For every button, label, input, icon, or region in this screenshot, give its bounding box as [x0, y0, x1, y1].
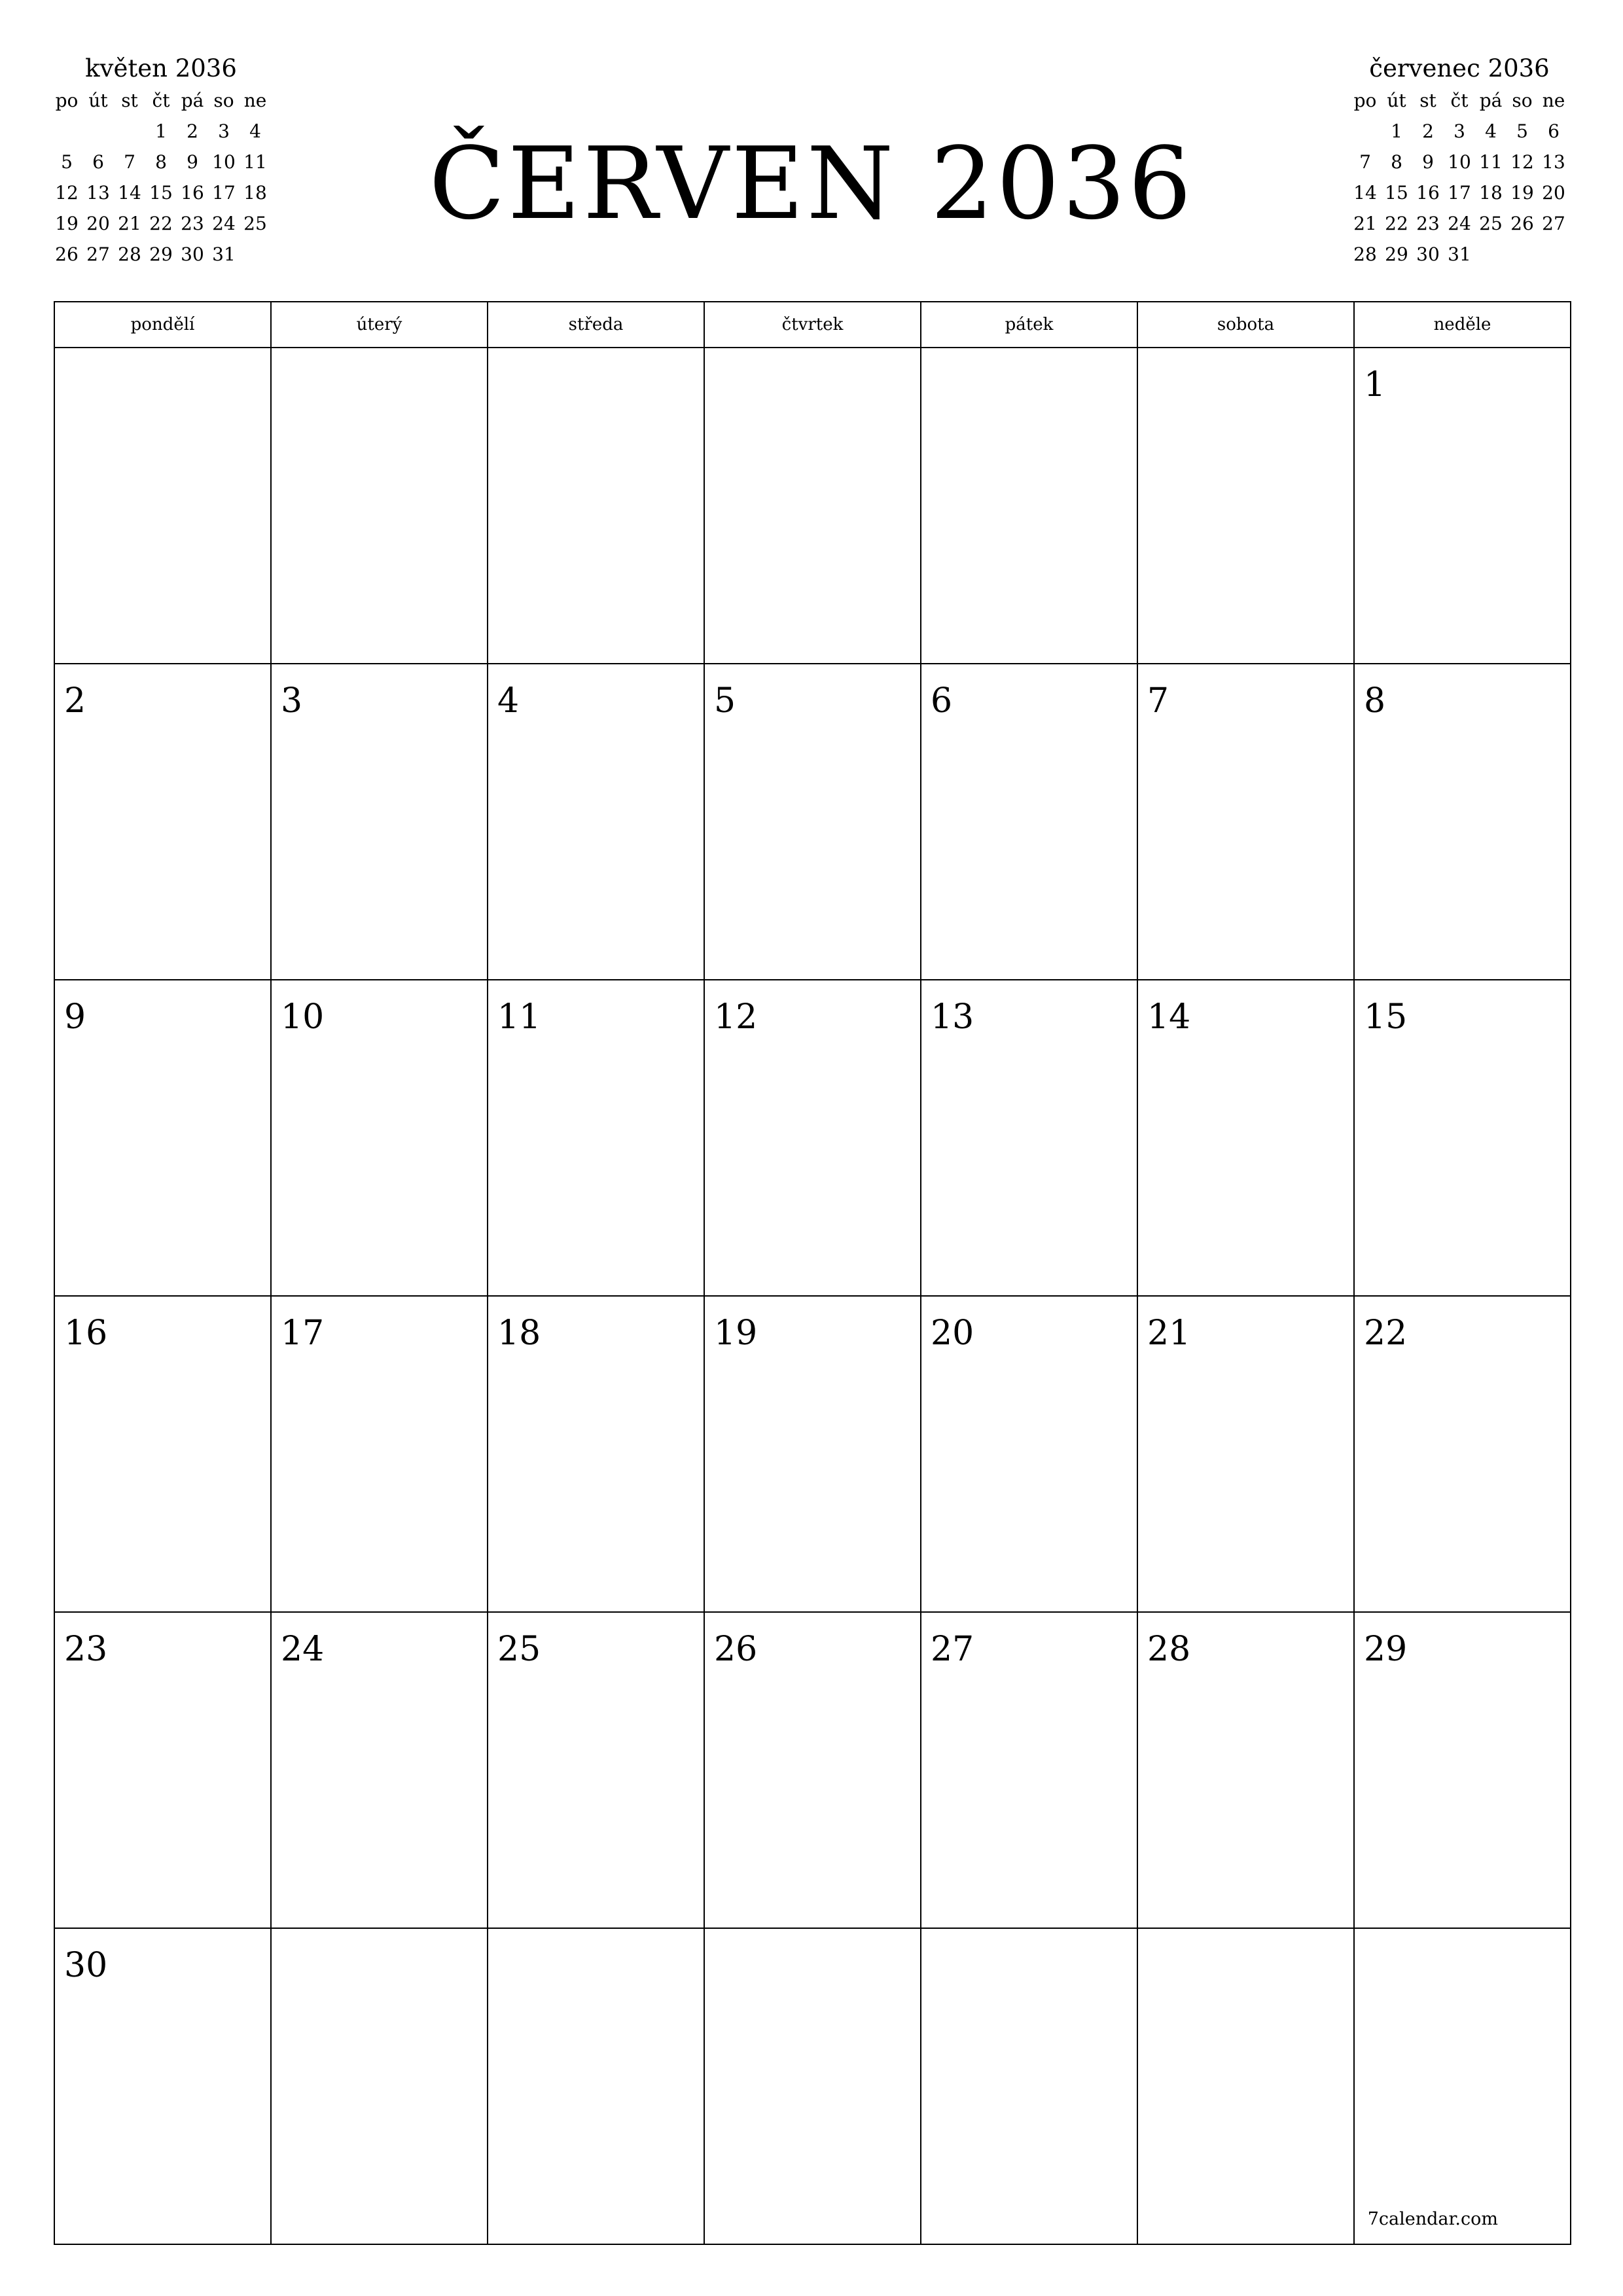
- mini-day-cell: [1538, 239, 1569, 270]
- day-number: [1355, 1929, 1570, 1948]
- mini-day-cell: 3: [1454, 120, 1465, 142]
- weekday-header: pondělí: [54, 302, 271, 348]
- day-number: 4: [497, 681, 520, 721]
- day-number: 8: [1364, 681, 1386, 721]
- day-cell: [1354, 348, 1571, 664]
- mini-day-cell: 4: [1485, 120, 1497, 142]
- mini-day-cell: 31: [212, 243, 236, 265]
- mini-day-cell: 18: [1479, 182, 1503, 204]
- page-title: ČERVEN 2036: [429, 126, 1194, 242]
- day-number: 1: [1364, 365, 1386, 404]
- weekday-header: středa: [488, 302, 704, 348]
- day-number: 13: [931, 997, 974, 1037]
- day-number: 28: [1147, 1630, 1191, 1669]
- day-number: 7: [1147, 681, 1169, 721]
- site-footer-text: 7calendar.com: [1367, 2209, 1498, 2229]
- day-cell: [54, 664, 271, 980]
- mini-day-cell: [1475, 239, 1507, 270]
- mini-weekday-label: čt: [152, 90, 170, 111]
- day-cell: [921, 664, 1137, 980]
- day-number: [488, 1929, 704, 1948]
- day-cell: [1137, 1296, 1354, 1612]
- day-number: [55, 348, 270, 368]
- day-cell: [1137, 348, 1354, 664]
- mini-day-cell: 5: [61, 151, 73, 173]
- mini-day-cell: 12: [55, 182, 79, 204]
- mini-day-cell: 10: [212, 151, 236, 173]
- week-row: [54, 1296, 1571, 1612]
- mini-day-cell: 29: [149, 243, 173, 265]
- mini-day-cell: 31: [1448, 243, 1471, 265]
- mini-calendar-title: červenec 2036: [1369, 54, 1550, 82]
- mini-day-cell: 16: [1416, 182, 1440, 204]
- day-number: 23: [64, 1630, 108, 1669]
- mini-day-cell: 15: [1385, 182, 1408, 204]
- day-cell: [271, 1612, 488, 1928]
- mini-day-cell: 7: [1359, 151, 1371, 173]
- mini-weekday-label: so: [213, 90, 234, 111]
- day-number: 10: [281, 997, 325, 1037]
- day-number: [921, 1929, 1137, 1948]
- day-number: 9: [64, 997, 86, 1037]
- calendar-weeks: [54, 348, 1571, 2244]
- day-cell: [921, 1612, 1137, 1928]
- mini-weekday-label: st: [121, 90, 138, 111]
- day-cell: [1137, 1928, 1354, 2244]
- day-number: 2: [64, 681, 86, 721]
- day-cell: [54, 348, 271, 664]
- mini-day-cell: 5: [1516, 120, 1528, 142]
- day-cell: [1354, 1612, 1571, 1928]
- mini-day-cell: 14: [118, 182, 141, 204]
- mini-day-cell: 22: [1385, 213, 1408, 234]
- mini-day-cell: 2: [187, 120, 198, 142]
- mini-day-cell: 27: [86, 243, 110, 265]
- day-cell: [54, 1612, 271, 1928]
- mini-day-cell: 9: [187, 151, 198, 173]
- day-cell: [54, 1296, 271, 1612]
- mini-day-cell: 1: [155, 120, 167, 142]
- day-cell: [1137, 1612, 1354, 1928]
- mini-day-cell: 30: [181, 243, 204, 265]
- day-number: 22: [1364, 1314, 1408, 1353]
- mini-weekday-label: pá: [1479, 90, 1503, 111]
- day-number: 25: [497, 1630, 541, 1669]
- mini-weekday-label: po: [55, 90, 79, 111]
- day-number: 19: [714, 1314, 758, 1353]
- weekday-header-row: [54, 302, 1571, 348]
- mini-weekday-label: pá: [181, 90, 204, 111]
- day-cell: [54, 1928, 271, 2244]
- mini-weekday-label: út: [1387, 90, 1406, 111]
- day-number: 20: [931, 1314, 974, 1353]
- day-number: 12: [714, 997, 758, 1037]
- day-cell: [704, 1928, 921, 2244]
- mini-day-cell: 25: [1479, 213, 1503, 234]
- mini-day-cell: 28: [118, 243, 141, 265]
- mini-day-cell: 6: [1548, 120, 1560, 142]
- day-cell: [1137, 664, 1354, 980]
- mini-day-cell: 22: [149, 213, 173, 234]
- mini-weekday-label: ne: [243, 90, 267, 111]
- mini-day-cell: 26: [55, 243, 79, 265]
- mini-day-cell: [1507, 239, 1538, 270]
- weekday-header: čtvrtek: [704, 302, 921, 348]
- mini-day-cell: 18: [243, 182, 267, 204]
- day-number: 16: [64, 1314, 108, 1353]
- day-number: 29: [1364, 1630, 1408, 1669]
- mini-day-cell: 30: [1416, 243, 1440, 265]
- day-number: 17: [281, 1314, 325, 1353]
- day-number: [272, 1929, 487, 1948]
- day-number: 3: [281, 681, 303, 721]
- mini-day-cell: 1: [1391, 120, 1402, 142]
- day-cell: [488, 1296, 704, 1612]
- mini-day-cell: 19: [1510, 182, 1534, 204]
- day-cell: [704, 664, 921, 980]
- day-number: 15: [1364, 997, 1408, 1037]
- mini-day-cell: 24: [1448, 213, 1471, 234]
- day-cell: [54, 980, 271, 1296]
- day-number: 26: [714, 1630, 758, 1669]
- day-number: 11: [497, 997, 541, 1037]
- day-number: [705, 348, 920, 368]
- week-row: [54, 664, 1571, 980]
- mini-day-cell: 21: [1353, 213, 1377, 234]
- mini-day-cell: 3: [218, 120, 230, 142]
- mini-day-cell: 12: [1510, 151, 1534, 173]
- weekday-header: neděle: [1354, 302, 1571, 348]
- mini-day-cell: [240, 239, 271, 270]
- mini-calendar-title: květen 2036: [85, 54, 237, 82]
- day-cell: [271, 1928, 488, 2244]
- mini-day-cell: 27: [1542, 213, 1565, 234]
- day-cell: [921, 348, 1137, 664]
- month-calendar-grid: [54, 301, 1571, 2245]
- day-number: 5: [714, 681, 736, 721]
- mini-weekday-label: ne: [1542, 90, 1565, 111]
- mini-day-cell: 17: [212, 182, 236, 204]
- mini-day-cell: [1349, 116, 1381, 147]
- day-number: [1138, 1929, 1353, 1948]
- day-number: 24: [281, 1630, 325, 1669]
- day-cell: [271, 348, 488, 664]
- mini-day-cell: 8: [1391, 151, 1402, 173]
- mini-day-cell: 29: [1385, 243, 1408, 265]
- day-number: [272, 348, 487, 368]
- mini-day-cell: 10: [1448, 151, 1471, 173]
- day-number: [921, 348, 1137, 368]
- mini-day-cell: 11: [1479, 151, 1503, 173]
- mini-day-cell: 15: [149, 182, 173, 204]
- mini-calendar-grid: [1349, 85, 1569, 270]
- mini-day-cell: 13: [86, 182, 110, 204]
- mini-day-cell: 8: [155, 151, 167, 173]
- mini-day-cell: 4: [249, 120, 261, 142]
- mini-day-cell: 24: [212, 213, 236, 234]
- day-cell: [488, 348, 704, 664]
- day-cell: [1354, 1296, 1571, 1612]
- week-row: [54, 348, 1571, 664]
- mini-weekday-label: st: [1419, 90, 1436, 111]
- week-row: [54, 1928, 1571, 2244]
- mini-calendar-next-month: [1349, 52, 1569, 270]
- day-cell: [1354, 1928, 1571, 2244]
- day-number: [1138, 348, 1353, 368]
- mini-weekday-label: so: [1512, 90, 1533, 111]
- mini-day-cell: 13: [1542, 151, 1565, 173]
- mini-day-cell: 9: [1422, 151, 1434, 173]
- day-number: 21: [1147, 1314, 1191, 1353]
- mini-weekday-label: út: [88, 90, 108, 111]
- weekday-header: úterý: [271, 302, 488, 348]
- mini-day-cell: 6: [92, 151, 104, 173]
- day-cell: [921, 980, 1137, 1296]
- mini-day-cell: 25: [243, 213, 267, 234]
- day-cell: [704, 348, 921, 664]
- day-cell: [704, 980, 921, 1296]
- day-number: 18: [497, 1314, 541, 1353]
- day-cell: [921, 1296, 1137, 1612]
- day-number: 14: [1147, 997, 1191, 1037]
- day-number: [705, 1929, 920, 1948]
- mini-day-cell: 23: [1416, 213, 1440, 234]
- mini-weekday-label: po: [1353, 90, 1377, 111]
- mini-day-cell: 28: [1353, 243, 1377, 265]
- mini-day-cell: 2: [1422, 120, 1434, 142]
- week-row: [54, 1612, 1571, 1928]
- mini-day-cell: 11: [243, 151, 267, 173]
- mini-day-cell: 14: [1353, 182, 1377, 204]
- mini-day-cell: 23: [181, 213, 204, 234]
- day-cell: [704, 1296, 921, 1612]
- mini-day-cell: 19: [55, 213, 79, 234]
- mini-day-cell: 21: [118, 213, 141, 234]
- weekday-header: pátek: [921, 302, 1137, 348]
- week-row: [54, 980, 1571, 1296]
- day-cell: [271, 1296, 488, 1612]
- day-cell: [488, 1928, 704, 2244]
- mini-day-cell: 17: [1448, 182, 1471, 204]
- day-number: 30: [64, 1946, 108, 1985]
- day-cell: [1354, 664, 1571, 980]
- day-cell: [488, 980, 704, 1296]
- mini-day-cell: 20: [1542, 182, 1565, 204]
- day-number: 27: [931, 1630, 974, 1669]
- day-cell: [271, 664, 488, 980]
- mini-day-cell: 7: [124, 151, 135, 173]
- day-number: 6: [931, 681, 953, 721]
- weekday-header: sobota: [1137, 302, 1354, 348]
- day-cell: [488, 1612, 704, 1928]
- mini-weekday-label: čt: [1450, 90, 1469, 111]
- mini-day-cell: 20: [86, 213, 110, 234]
- day-cell: [1354, 980, 1571, 1296]
- day-number: [488, 348, 704, 368]
- day-cell: [1137, 980, 1354, 1296]
- mini-day-cell: 26: [1510, 213, 1534, 234]
- day-cell: [488, 664, 704, 980]
- mini-day-cell: 16: [181, 182, 204, 204]
- day-cell: [704, 1612, 921, 1928]
- day-cell: [921, 1928, 1137, 2244]
- day-cell: [271, 980, 488, 1296]
